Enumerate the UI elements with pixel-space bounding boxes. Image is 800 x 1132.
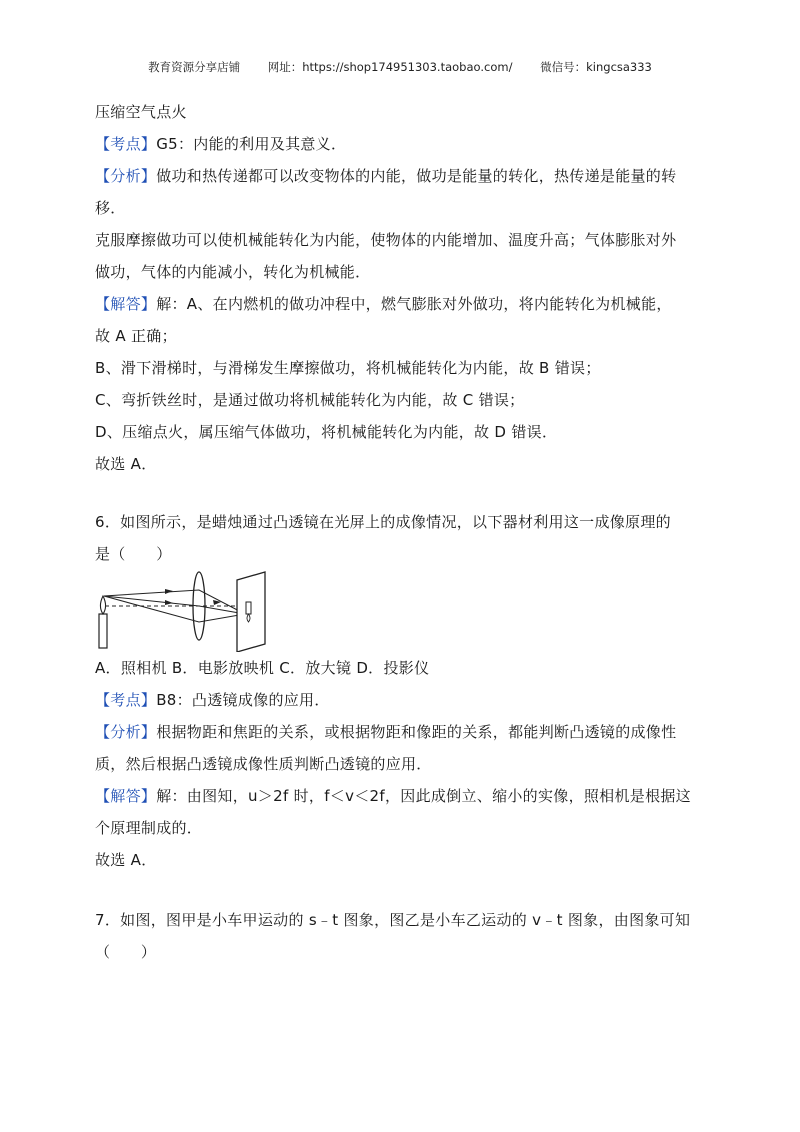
inverted-flame-icon <box>247 614 250 622</box>
q5-answer: 故选 A． <box>95 455 157 473</box>
kaodian-tag: 【考点】 <box>95 691 157 709</box>
shop-url[interactable]: 网址：https://shop174951303.taobao.com/ <box>267 60 513 74</box>
q6-jieda: 【解答】解：由图知，u＞2f 时，f＜v＜2f，因此成倒立、缩小的实像，照相机是根据这 <box>95 787 691 805</box>
inverted-image-icon <box>246 602 251 614</box>
q6-answer: 故选 A． <box>95 851 157 869</box>
q5-fenxi-line4: 做功，气体的内能减小，转化为机械能． <box>95 263 371 281</box>
candle-body-icon <box>99 614 107 648</box>
ray-arrow-2 <box>165 600 173 605</box>
q5-jieda-line3: B、滑下滑梯时，与滑梯发生摩擦做功，将机械能转化为内能，故 B 错误； <box>95 359 601 377</box>
wechat-id: 微信号：kingcsa333 <box>540 60 652 74</box>
q5-fenxi-line2: 移． <box>95 199 126 217</box>
q5-kaodian: 【考点】G5：内能的利用及其意义． <box>95 135 347 153</box>
kaodian-tag: 【考点】 <box>95 135 157 153</box>
q7-stem: 7．如图，图甲是小车甲运动的 s﹣t 图象，图乙是小车乙运动的 v﹣t 图象，由图象可知 <box>95 911 691 929</box>
q7-stem-line2: （ ） <box>95 943 157 961</box>
q5-jieda-line2: 故 A 正确； <box>95 327 177 345</box>
q6-jieda-line2: 个原理制成的． <box>95 819 203 837</box>
q5-jieda: 【解答】解：A、在内燃机的做功冲程中，燃气膨胀对外做功，将内能转化为机械能， <box>95 295 672 313</box>
q6-fenxi: 【分析】根据物距和焦距的关系，或根据物距和像距的关系，都能判断凸透镜的成像性 <box>95 723 677 741</box>
fenxi-tag: 【分析】 <box>95 167 157 185</box>
q6-stem-line2: 是（ ） <box>95 545 172 563</box>
q5-jieda-line4: C、弯折铁丝时，是通过做功将机械能转化为内能，故 C 错误； <box>95 391 525 409</box>
q6-options: A．照相机 B．电影放映机 C．放大镜 D．投影仪 <box>95 659 430 677</box>
q6-fenxi-line2: 质，然后根据凸透镜成像性质判断凸透镜的应用． <box>95 755 432 773</box>
page-header <box>0 59 800 75</box>
candle-flame-icon <box>100 596 105 614</box>
q5-fenxi-line3: 克服摩擦做功可以使机械能转化为内能，使物体的内能增加、温度升高；气体膨胀对外 <box>95 231 677 249</box>
q6-stem: 6．如图所示，是蜡烛通过凸透镜在光屏上的成像情况，以下器材利用这一成像原理的 <box>95 513 671 531</box>
q5-fenxi: 【分析】做功和热传递都可以改变物体的内能，做功是能量的转化，热传递是能量的转 <box>95 167 677 185</box>
q6-kaodian: 【考点】B8：凸透镜成像的应用． <box>95 691 330 709</box>
ray-2 <box>104 596 245 614</box>
convex-lens-diagram <box>95 568 275 652</box>
q5-jieda-line5: D、压缩点火，属压缩气体做功，将机械能转化为内能，故 D 错误． <box>95 423 558 441</box>
ray-3 <box>104 596 245 622</box>
jieda-tag: 【解答】 <box>95 295 157 313</box>
jieda-tag: 【解答】 <box>95 787 157 805</box>
q5-option-d-end: 压缩空气点火 <box>95 103 187 121</box>
fenxi-tag: 【分析】 <box>95 723 157 741</box>
shop-name: 教育资源分享店铺 <box>148 60 241 74</box>
